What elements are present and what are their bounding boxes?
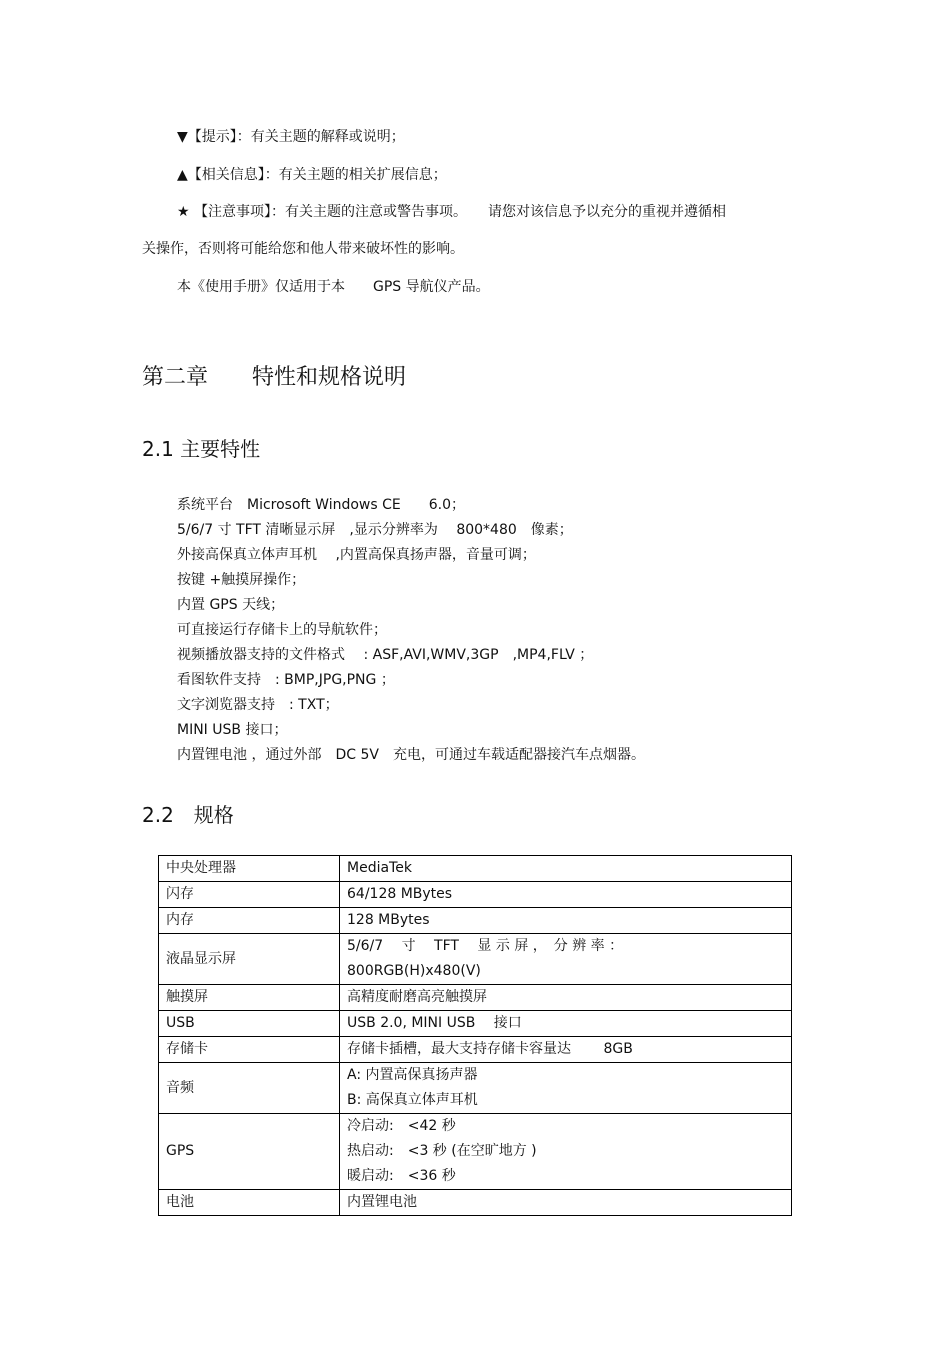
feature-item: 系统平台 Microsoft Windows CE 6.0； bbox=[177, 497, 465, 513]
spec-key: USB bbox=[159, 1011, 340, 1037]
section-2-1-title: 2.1 主要特性 bbox=[142, 437, 261, 461]
feature-item: 内置 GPS 天线； bbox=[177, 597, 285, 613]
spec-value: 内置锂电池 bbox=[340, 1190, 792, 1216]
spec-value bbox=[340, 934, 792, 985]
note-tip: ▼【提示】：有关主题的解释或说明； bbox=[177, 129, 405, 145]
spec-key: 液晶显示屏 bbox=[159, 934, 340, 985]
spec-value bbox=[340, 1114, 792, 1190]
spec-value: 128 MBytes bbox=[340, 908, 792, 934]
spec-key: 内存 bbox=[159, 908, 340, 934]
note-caution-line1: ★ 【注意事项】：有关主题的注意或警告事项。 请您对该信息予以充分的重视并遵循相 bbox=[177, 204, 726, 220]
note-scope: 本《使用手册》仅适用于本 GPS 导航仪产品。 bbox=[177, 279, 490, 295]
section-2-2-title: 2.2 规格 bbox=[142, 803, 234, 827]
spec-key: 电池 bbox=[159, 1190, 340, 1216]
spec-key: 闪存 bbox=[159, 882, 340, 908]
note-caution-line2: 关操作，否则将可能给您和他人带来破坏性的影响。 bbox=[142, 241, 464, 257]
spec-key: 存储卡 bbox=[159, 1037, 340, 1063]
spec-key: 中央处理器 bbox=[159, 856, 340, 882]
spec-value-line: B: 高保真立体声耳机 bbox=[347, 1092, 478, 1108]
spec-value-line: 暖启动: <36 秒 bbox=[347, 1168, 456, 1184]
table-row bbox=[159, 985, 792, 1011]
table-row bbox=[159, 908, 792, 934]
feature-item: 按键 +触摸屏操作； bbox=[177, 572, 306, 588]
spec-value: 高精度耐磨高亮触摸屏 bbox=[340, 985, 792, 1011]
spec-value-line: 热启动: <3 秒 (在空旷地方 ) bbox=[347, 1143, 537, 1159]
spec-key: GPS bbox=[159, 1114, 340, 1190]
feature-item: 看图软件支持 : BMP,JPG,PNG ； bbox=[177, 672, 395, 688]
spec-value-line: 冷启动: <42 秒 bbox=[347, 1118, 456, 1134]
feature-item: 5/6/7 寸 TFT 清晰显示屏 ,显示分辨率为 800*480 像素； bbox=[177, 522, 573, 538]
spec-value-line: 5/6/7 寸 TFT 显 示 屏 ， 分 辨 率 ： bbox=[347, 938, 624, 954]
spec-key: 触摸屏 bbox=[159, 985, 340, 1011]
table-row bbox=[159, 882, 792, 908]
table-row bbox=[159, 934, 792, 985]
table-row bbox=[159, 1063, 792, 1114]
feature-item: 外接高保真立体声耳机 ,内置高保真扬声器，音量可调； bbox=[177, 547, 536, 563]
table-row bbox=[159, 1037, 792, 1063]
feature-item: 可直接运行存储卡上的导航软件； bbox=[177, 622, 387, 638]
spec-value: USB 2.0, MINI USB 接口 bbox=[340, 1011, 792, 1037]
spec-value bbox=[340, 1063, 792, 1114]
chapter-title: 第二章 特性和规格说明 bbox=[142, 365, 407, 390]
table-row bbox=[159, 1114, 792, 1190]
feature-item: 视频播放器支持的文件格式 : ASF,AVI,WMV,3GP ,MP4,FLV ； bbox=[177, 647, 594, 663]
spec-value-line: 800RGB(H)x480(V) bbox=[347, 963, 481, 979]
feature-item: 内置锂电池 ，通过外部 DC 5V 充电，可通过车载适配器接汽车点烟器。 bbox=[177, 747, 645, 763]
spec-value-line: A: 内置高保真扬声器 bbox=[347, 1067, 478, 1083]
feature-item: 文字浏览器支持 : TXT； bbox=[177, 697, 339, 713]
feature-item: MINI USB 接口； bbox=[177, 722, 288, 738]
table-row bbox=[159, 856, 792, 882]
spec-value: 存储卡插槽，最大支持存储卡容量达 8GB bbox=[340, 1037, 792, 1063]
table-row bbox=[159, 1011, 792, 1037]
note-related: ▲【相关信息】：有关主题的相关扩展信息； bbox=[177, 167, 447, 183]
table-row bbox=[159, 1190, 792, 1216]
spec-value: MediaTek bbox=[340, 856, 792, 882]
spec-table bbox=[158, 855, 792, 1216]
spec-key: 音频 bbox=[159, 1063, 340, 1114]
spec-value: 64/128 MBytes bbox=[340, 882, 792, 908]
